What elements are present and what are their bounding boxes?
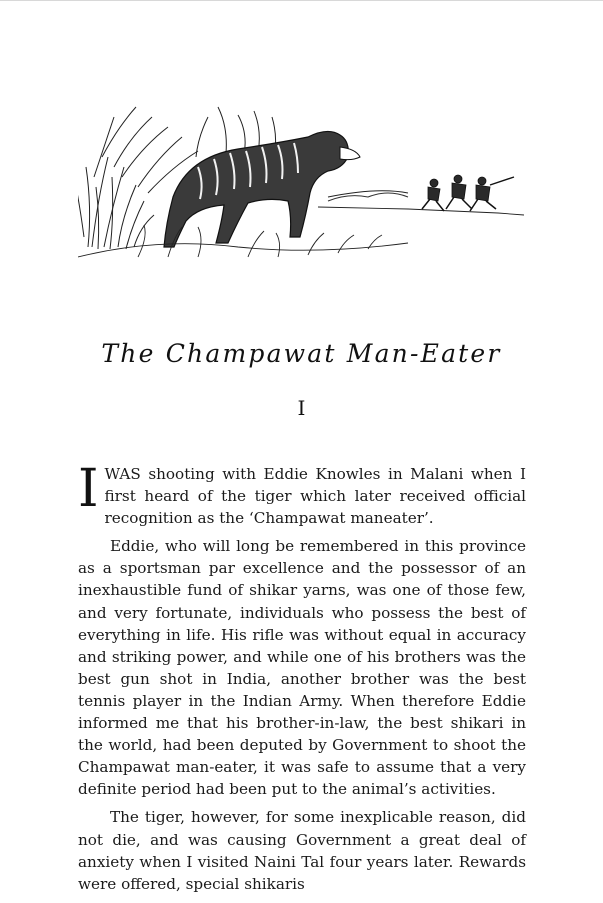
paragraph-2: Eddie, who will long be remembered in this province as a sportsman par excellence and the possessor of an inexhaustible fund of shikar yarns, was one of those few, and very fortunate, individuals who possess the best of everything in life. His rifle was without equal in accuracy and striking power, and while one of his brothers was the best gun shot in India, another brother was the best tennis player in the Indian Army. When therefore Eddie informed me that his brother-in-law, the best shikari in the world, had been deputed by Government to shoot the Champawat man-eater, it was safe to assume that a very definite period had been put to the animal’s activities. bbox=[78, 537, 526, 799]
tiger-illustration bbox=[78, 97, 528, 259]
tiger-sketch bbox=[78, 97, 528, 259]
chapter-body bbox=[78, 459, 526, 895]
drop-cap: I bbox=[78, 459, 99, 519]
paragraph-1 bbox=[78, 459, 526, 529]
paragraph-1-text: WAS shooting with Eddie Knowles in Malani when I first heard of the tiger which later received official recognition as the ‘Champawat maneater’. bbox=[104, 465, 526, 528]
chapter-title: The Champawat Man-Eater bbox=[101, 339, 502, 368]
paragraph-3: The tiger, however, for some inexplicable reason, did not die, and was causing Government a great deal of anxiety when I visited Naini Tal four years later. Rewards were offered, special shikaris bbox=[78, 808, 526, 893]
chapter-number: I bbox=[297, 396, 306, 420]
